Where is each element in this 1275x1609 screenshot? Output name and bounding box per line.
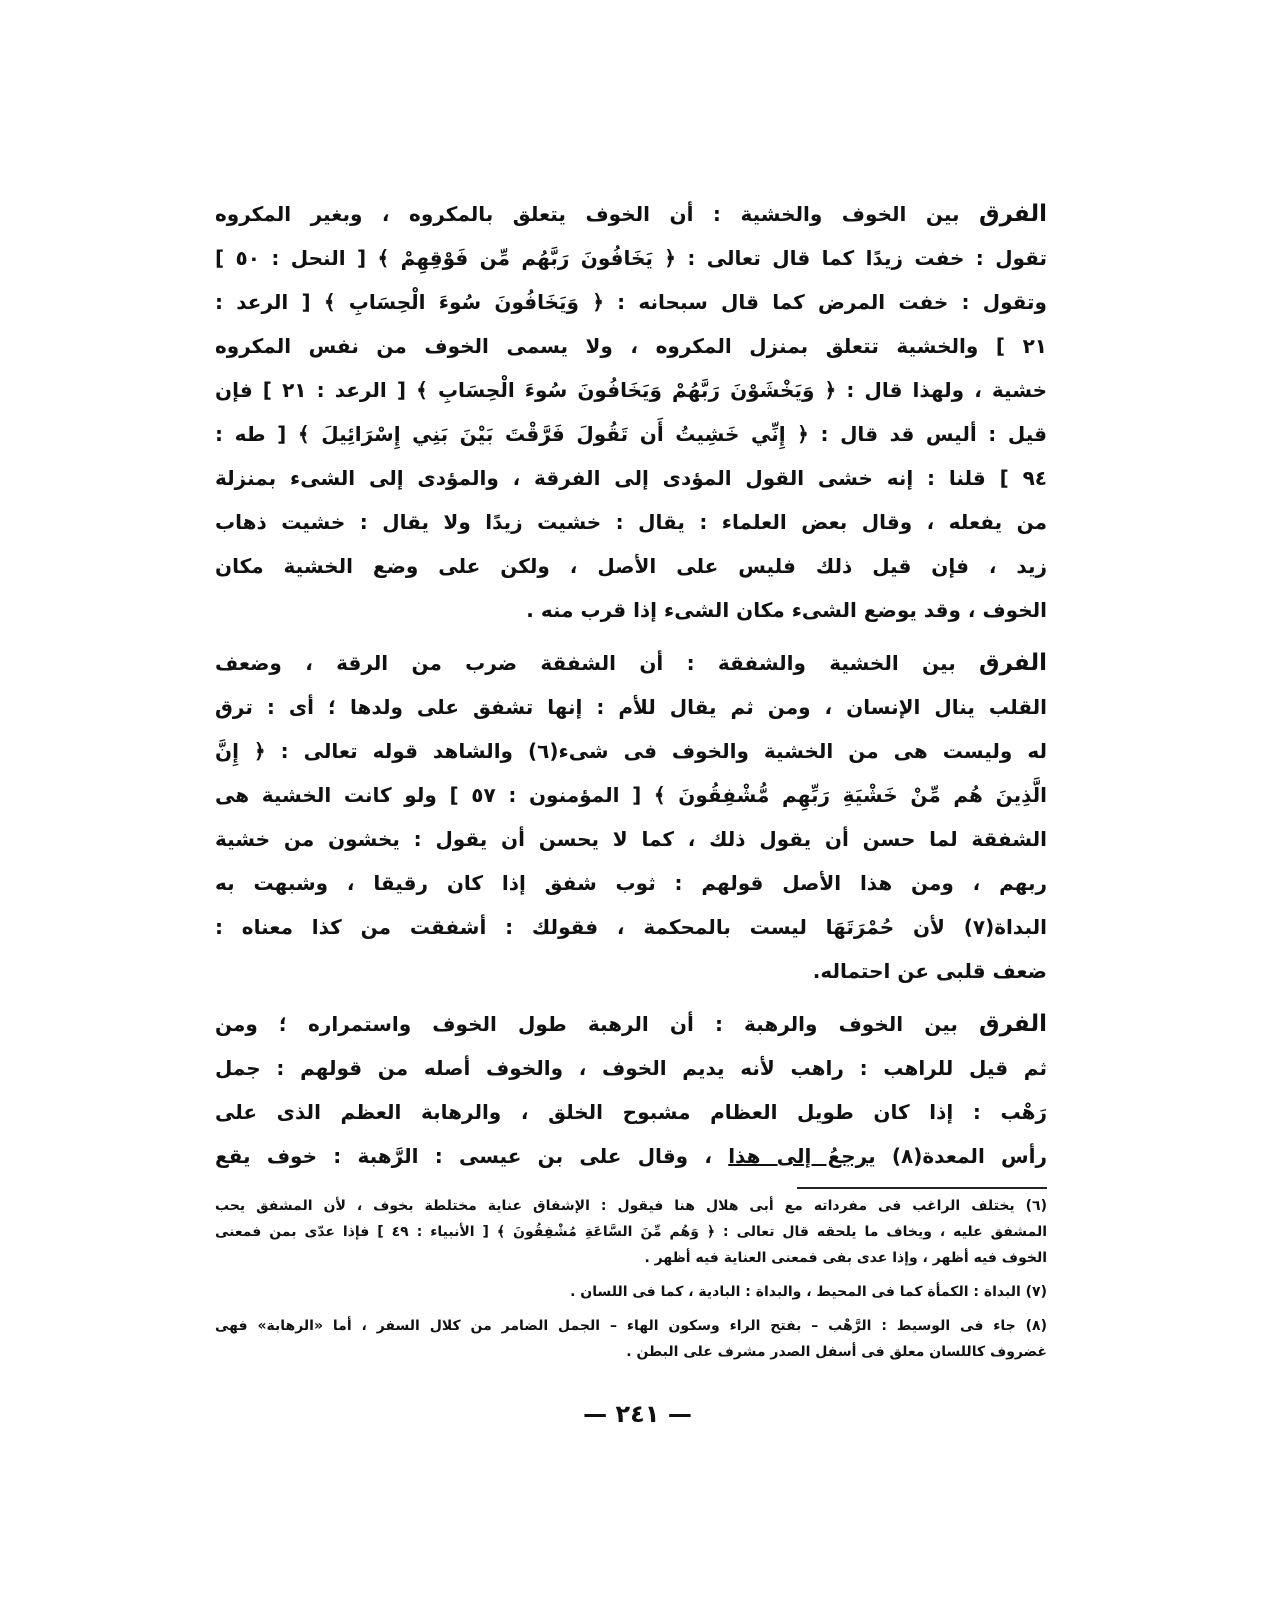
text-line: الشفقة لما حسن أن يقول ذلك ، كما لا يحسن أن يقول : يخشون من خشية [215,827,1047,851]
paragraph-fear-vs-dread [215,192,1047,632]
section-heading: الفرق [979,650,1047,676]
text-line: وتقول : خفت المرض كما قال سبحانه : ﴿ وَيَخَافُونَ سُوءَ الْحِسَابِ ﴾ [ الرعد : [215,290,1047,314]
text-line: رأس المعدة(٨) يرجعُ إلى هذا ، وقال على بن عيسى : الرَّهبة : خوف يقع [215,1144,1048,1168]
text-line: من يفعله ، وقال بعض العلماء : يقال : خشيت زيدًا ولا يقال : خشيت ذهاب [215,510,1047,534]
page-body [215,192,1047,1365]
text-line: البداة(٧) لأن حُمْرَتَهَا ليست بالمحكمة ، فقولك : أشفقت من كذا معناه : [215,915,1047,939]
footnote-separator [797,1187,1047,1189]
text-line: الَّذِينَ هُم مِّنْ خَشْيَةِ رَبِّهِم مُّشْفِقُونَ ﴾ [ المؤمنون : ٥٧ ] ولو كانت الخشية هى [215,783,1047,807]
footnote-7-line: (٧) البداة : الكمأة كما فى المحيط ، والبداة : البادية ، كما فى اللسان . [570,1284,1047,1300]
section-heading: الفرق [979,1011,1047,1037]
text-line: الفرق بين الخوف والخشية : أن الخوف يتعلق بالمكروه ، وبغير المكروه [215,201,1047,227]
text-line: الخوف ، وقد يوضع الشىء مكان الشىء إذا قرب منه . [526,598,1047,622]
text-line: زيد ، فإن قيل ذلك فليس على الأصل ، ولكن على وضع الخشية مكان [215,554,1047,578]
text-line: رَهْب : إذا كان طويل العظام مشبوح الخلق ، والرهابة العظم الذى على [215,1100,1047,1124]
text-line: القلب ينال الإنسان ، ومن ثم يقال للأم : إنها تشفق على ولدها ؛ أى : ترق [215,695,1047,719]
text-line: ربهم ، ومن هذا الأصل قولهم : ثوب شفق إذا كان رقيقا ، وشبهت به [215,871,1047,895]
footnote-8-line: (٨) جاء فى الوسيط : الرَّهْب – بفتح الراء وسكون الهاء – الجمل الضامر من كلال السفر ، أما «الرهابة» فهى [215,1318,1047,1334]
footnote-6-line: المشفق عليه ، ويخاف ما يلحقه قال تعالى : ﴿ وَهُم مِّنَ السَّاعَةِ مُشْفِقُونَ ﴾ [ الأنبياء : ٤٩ ] فإذا عدّى بمن فمعنى [215,1224,1047,1240]
text-line: قيل : أليس قد قال : ﴿ إِنِّي خَشِيتُ أَن تَقُولَ فَرَّقْتَ بَيْنَ بَنِي إِسْرَائِيلَ ﴾ [ طه : [215,422,1047,446]
text-line: خشية ، ولهذا قال : ﴿ وَيَخْشَوْنَ رَبَّهُمْ وَيَخَافُونَ سُوءَ الْحِسَابِ ﴾ [ الرعد : ٢١ ] فإن [215,378,1047,402]
text-line: ثم قيل للراهب : راهب لأنه يديم الخوف ، والخوف أصله من قولهم : جمل [215,1056,1047,1080]
text-line: تقول : خفت زيدًا كما قال تعالى : ﴿ يَخَافُونَ رَبَّهُم مِّن فَوْقِهِمْ ﴾ [ النحل : ٥٠ ] [215,246,1047,270]
footnote-8-line: غضروف كاللسان معلق فى أسفل الصدر مشرف على البطن . [626,1344,1047,1360]
footnote-6-line: (٦) يختلف الراغب فى مفرداته مع أبى هلال هنا فيقول : الإشفاق عناية مختلطة بخوف ، لأن المشفق يحب [215,1198,1047,1214]
text-line: ٩٤ ] قلنا : إنه خشى القول المؤدى إلى الفرقة ، والمؤدى إلى الشىء بمنزلة [215,466,1047,490]
text-line: ضعف قلبى عن احتماله. [812,959,1047,983]
text-line: له وليست هى من الخشية والخوف فى شىء(٦) والشاهد قوله تعالى : ﴿ إِنَّ [215,739,1047,763]
paragraph-dread-vs-compassion [215,641,1047,993]
text-line: الفرق بين الخوف والرهبة : أن الرهبة طول الخوف واستمراره ؛ ومن [215,1011,1047,1037]
footnote-6-line: الخوف فيه أظهر ، وإذا عدى بفى فمعنى العناية فيه أظهر . [644,1250,1047,1266]
page-number: — ٢٤١ — [583,1400,692,1428]
text-line: الفرق بين الخشية والشفقة : أن الشفقة ضرب من الرقة ، وضعف [215,650,1047,676]
section-heading: الفرق [979,201,1047,227]
text-line: ٢١ ] والخشية تتعلق بمنزل المكروه ، ولا يسمى الخوف من نفس المكروه [215,334,1047,358]
footnotes [215,1193,1047,1365]
underlined-text: يرجعُ إلى هذا [728,1144,876,1168]
paragraph-fear-vs-awe [215,1002,1047,1178]
